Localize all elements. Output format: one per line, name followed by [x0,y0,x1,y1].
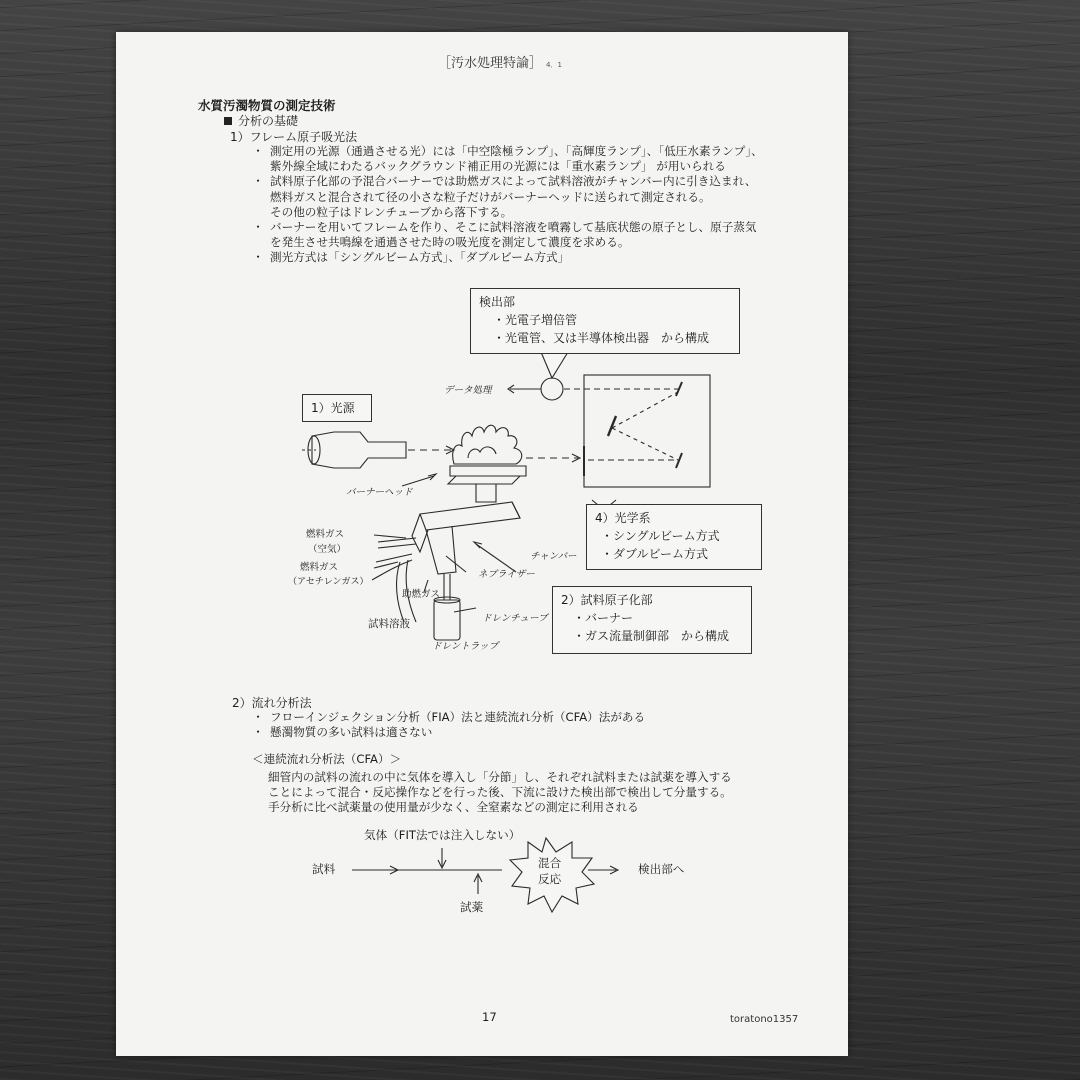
cfa-gas-label: 気体（FIT法では注入しない） [364,828,521,842]
cfa-detector-label: 検出部へ [638,862,685,876]
bullet-dot: ・ [252,710,264,724]
label-burner-head: バーナーヘッド [346,487,413,498]
bullet-dot: ・ [252,144,264,158]
optics-item: ・シングルビーム方式 [601,529,720,543]
label-fuel-acetylene: 燃料ガス [300,562,339,573]
bullet-dot: ・ [252,174,264,189]
optics-item: ・ダブルビーム方式 [601,547,709,561]
flow-heading: 2）流れ分析法 [232,696,312,710]
cfa-reagent-label: 試薬 [460,900,484,914]
light-source-label: 1）光源 [311,401,355,415]
flow-line: フローインジェクション分析（FIA）法と連続流れ分析（CFA）法がある [270,710,646,724]
header-title: ［汚水処理特論］ [438,56,543,71]
flame-line: 測定用の光源（通過させる光）には「中空陰極ランプ」、「高輝度ランプ」、「低圧水素ランプ」、 [270,144,763,158]
label-fuel-acetylene-sub: （アセチレンガス） [288,577,369,587]
bullet-dot: ・ [252,725,264,740]
flame-line: を発生させ共鳴線を通過させた時の吸光度を測定して濃度を求める。 [270,235,630,250]
cfa-line: 手分析に比べ試薬量の使用量が少なく、全窒素などの測定に利用される [268,800,639,815]
cfa-title: ＜連続流れ分析法（CFA）＞ [252,752,402,766]
bullet-dot: ・ [252,220,264,235]
detector-item: ・光電管、又は半導体検出器 から構成 [493,331,710,345]
flame-line: 測光方式は「シングルビーム方式」、「ダブルビーム方式」 [270,250,570,265]
flame-line: バーナーを用いてフレームを作り、そこに試料溶液を噴霧して基底状態の原子とし、原子蒸気 [270,220,757,235]
section-title: 水質汚濁物質の測定技術 [198,98,336,113]
cfa-line: 細管内の試料の流れの中に気体を導入し「分節」し、それぞれ試料または試薬を導入する [268,770,732,784]
page-number: 17 [482,1010,497,1024]
subsection-label: 分析の基礎 [238,114,299,128]
atomizer-title: 2）試料原子化部 [561,593,653,607]
cfa-line: ことによって混合・反応操作などを行った後、下流に設けた検出部で検出して分量する。 [268,785,732,800]
header-suffix: 4．1 [546,61,562,69]
label-fuel-air: 燃料ガス [306,529,345,540]
cfa-reaction-label: 反応 [538,872,562,886]
document-page [116,32,848,1056]
flame-line: 紫外線全域にわたるバックグラウンド補正用の光源には「重水素ランプ」 が用いられる [270,159,726,174]
detector-title: 検出部 [479,295,516,309]
label-sample-solution: 試料溶液 [368,618,410,630]
atomizer-item: ・ガス流量制御部 から構成 [573,629,730,643]
cfa-mix-label: 混合 [538,856,562,870]
cfa-sample-label: 試料 [312,862,336,876]
label-chamber: チャンバー [530,551,577,562]
detector-item: ・光電子増倍管 [493,313,578,327]
label-assist-gas: 助燃ガス [402,589,441,600]
flame-line: 試料原子化部の予混合バーナーでは助燃ガスによって試料溶液がチャンバー内に引き込まれ、 [270,174,757,189]
flame-heading: 1）フレーム原子吸光法 [230,130,358,144]
label-drain-trap: ドレントラップ [432,641,499,652]
flame-line: その他の粒子はドレンチューブから落下する。 [270,204,513,219]
bullet-dot: ・ [252,250,264,265]
label-nebulizer: ネブライザー [478,569,535,580]
author-watermark: toratono1357 [730,1014,799,1025]
flame-line: 燃料ガスと混合されて径の小さな粒子だけがバーナーヘッドに送られて測定される。 [270,189,711,204]
atomizer-item: ・バーナー [573,611,634,625]
label-data-processing: データ処理 [444,385,492,396]
label-fuel-air-sub: （空気） [308,544,347,555]
optics-title: 4）光学系 [595,511,651,525]
flow-line: 懸濁物質の多い試料は適さない [270,725,433,740]
label-drain-tube: ドレンチューブ [482,613,548,624]
